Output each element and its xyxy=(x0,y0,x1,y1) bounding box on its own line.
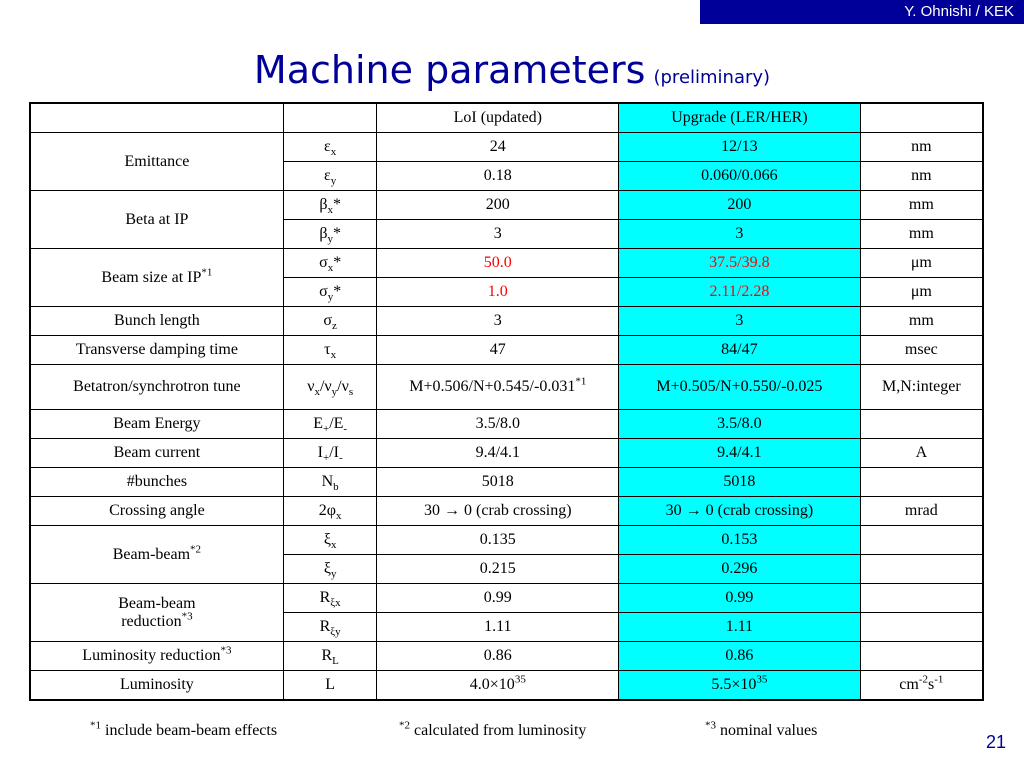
unit-cell: nm xyxy=(860,133,983,162)
unit-cell xyxy=(860,584,983,613)
table-header-row xyxy=(30,103,983,133)
table-row xyxy=(30,671,983,701)
row-label: Beam current xyxy=(30,439,283,468)
symbol-cell: $\beta_y*$ xyxy=(283,220,377,249)
symbol-cell: $\sigma_y*$ xyxy=(283,278,377,307)
upgrade-value: 0.296 xyxy=(619,555,861,584)
header-cell: LoI (updated) xyxy=(377,103,619,133)
upgrade-value: 0.153 xyxy=(619,526,861,555)
table-row xyxy=(30,249,983,278)
loi-value: 0.135 xyxy=(377,526,619,555)
unit-cell: mm xyxy=(860,191,983,220)
symbol-cell: $\sigma_x*$ xyxy=(283,249,377,278)
loi-value: 50.0 xyxy=(377,249,619,278)
row-label: Beam-beam reduction$^{*3}$ xyxy=(30,584,283,642)
loi-value: 24 xyxy=(377,133,619,162)
loi-value: 3.5/8.0 xyxy=(377,410,619,439)
symbol-cell: $\nu_x/\nu_y/\nu_s$ xyxy=(283,365,377,410)
row-label: Luminosity reduction$^{*3}$ xyxy=(30,642,283,671)
upgrade-value: 1.11 xyxy=(619,613,861,642)
symbol-cell: $\sigma_z$ xyxy=(283,307,377,336)
unit-cell xyxy=(860,642,983,671)
title-main: Machine parameters xyxy=(253,48,646,92)
symbol-cell: $\xi_x$ xyxy=(283,526,377,555)
table-row xyxy=(30,526,983,555)
symbol-cell: $R_{\xi x}$ xyxy=(283,584,377,613)
symbol-cell: $2\varphi_x$ xyxy=(283,497,377,526)
upgrade-value: 2.11/2.28 xyxy=(619,278,861,307)
page-number: 21 xyxy=(985,732,1006,752)
unit-cell xyxy=(860,410,983,439)
table-row xyxy=(30,642,983,671)
upgrade-value: 12/13 xyxy=(619,133,861,162)
table-row xyxy=(30,133,983,162)
unit-cell: nm xyxy=(860,162,983,191)
row-label: Betatron/synchrotron tune xyxy=(30,365,283,410)
symbol-cell: $R_{\xi y}$ xyxy=(283,613,377,642)
table-row xyxy=(30,584,983,613)
loi-value: 200 xyxy=(377,191,619,220)
loi-value: $4.0\times 10^{35}$ xyxy=(377,671,619,701)
unit-cell xyxy=(860,526,983,555)
symbol-cell: L xyxy=(283,671,377,701)
symbol-cell: $E_+/E_-$ xyxy=(283,410,377,439)
row-label: Beam Energy xyxy=(30,410,283,439)
unit-cell xyxy=(860,613,983,642)
symbol-cell: $I_+/I_-$ xyxy=(283,439,377,468)
symbol-cell: $\xi_y$ xyxy=(283,555,377,584)
loi-value: 1.0 xyxy=(377,278,619,307)
row-label: Beam size at IP$^{*1}$ xyxy=(30,249,283,307)
loi-value: 47 xyxy=(377,336,619,365)
table-row xyxy=(30,410,983,439)
upgrade-value: 84/47 xyxy=(619,336,861,365)
symbol-cell: $N_b$ xyxy=(283,468,377,497)
unit-cell: A xyxy=(860,439,983,468)
upgrade-value: 0.060/0.066 xyxy=(619,162,861,191)
unit-cell: M,N:integer xyxy=(860,365,983,410)
table-row xyxy=(30,307,983,336)
loi-value: 3 xyxy=(377,220,619,249)
header-cell: Upgrade (LER/HER) xyxy=(619,103,861,133)
row-label: Luminosity xyxy=(30,671,283,701)
upgrade-value: 3 xyxy=(619,307,861,336)
row-label: Transverse damping time xyxy=(30,336,283,365)
loi-value: 3 xyxy=(377,307,619,336)
row-label: Beta at IP xyxy=(30,191,283,249)
upgrade-value: M+0.505/N+0.550/-0.025 xyxy=(619,365,861,410)
symbol-cell: $\beta_x*$ xyxy=(283,191,377,220)
upgrade-value: 3.5/8.0 xyxy=(619,410,861,439)
loi-value: 0.99 xyxy=(377,584,619,613)
row-label: Crossing angle xyxy=(30,497,283,526)
symbol-cell: $\varepsilon_y$ xyxy=(283,162,377,191)
unit-cell: msec xyxy=(860,336,983,365)
footnote: $^{*2}$ calculated from luminosity xyxy=(399,719,587,739)
unit-cell: mm xyxy=(860,307,983,336)
title-sub: (preliminary) xyxy=(653,67,771,88)
unit-cell xyxy=(860,468,983,497)
row-label: Bunch length xyxy=(30,307,283,336)
symbol-cell: $R_L$ xyxy=(283,642,377,671)
table-row xyxy=(30,497,983,526)
unit-cell: mrad xyxy=(860,497,983,526)
upgrade-value: 9.4/4.1 xyxy=(619,439,861,468)
unit-cell: $cm^{-2}s^{-1}$ xyxy=(860,671,983,701)
footnote: $^{*1}$ include beam-beam effects xyxy=(90,719,278,739)
table-row xyxy=(30,365,983,410)
footnote: $^{*3}$ nominal values xyxy=(705,719,818,739)
loi-value: 9.4/4.1 xyxy=(377,439,619,468)
upgrade-value: 5018 xyxy=(619,468,861,497)
row-label: Beam-beam$^{*2}$ xyxy=(30,526,283,584)
table-row xyxy=(30,468,983,497)
upgrade-value: 0.99 xyxy=(619,584,861,613)
unit-cell: μm xyxy=(860,249,983,278)
upgrade-value: 37.5/39.8 xyxy=(619,249,861,278)
table-row xyxy=(30,439,983,468)
unit-cell xyxy=(860,555,983,584)
header-cell xyxy=(860,103,983,133)
symbol-cell: $\tau_x$ xyxy=(283,336,377,365)
loi-value: 5018 xyxy=(377,468,619,497)
upgrade-value: 3 xyxy=(619,220,861,249)
parameters-table xyxy=(29,102,984,701)
slide-title xyxy=(0,48,1024,92)
loi-value: 30 → 0 (crab crossing) xyxy=(377,497,619,526)
unit-cell: mm xyxy=(860,220,983,249)
row-label: #bunches xyxy=(30,468,283,497)
loi-value: 0.18 xyxy=(377,162,619,191)
row-label: Emittance xyxy=(30,133,283,191)
upgrade-value: $5.5\times 10^{35}$ xyxy=(619,671,861,701)
header-cell xyxy=(30,103,283,133)
unit-cell: μm xyxy=(860,278,983,307)
loi-value: 1.11 xyxy=(377,613,619,642)
upgrade-value: 0.86 xyxy=(619,642,861,671)
table-row xyxy=(30,336,983,365)
loi-value: 0.215 xyxy=(377,555,619,584)
header-cell xyxy=(283,103,377,133)
upgrade-value: 200 xyxy=(619,191,861,220)
loi-value: 0.86 xyxy=(377,642,619,671)
upgrade-value: 30 → 0 (crab crossing) xyxy=(619,497,861,526)
symbol-cell: $\varepsilon_x$ xyxy=(283,133,377,162)
table-row xyxy=(30,191,983,220)
loi-value: $M+0.506/N+0.545/-0.031^{*1}$ xyxy=(377,365,619,410)
author-banner: Y. Ohnishi / KEK xyxy=(700,0,1024,24)
